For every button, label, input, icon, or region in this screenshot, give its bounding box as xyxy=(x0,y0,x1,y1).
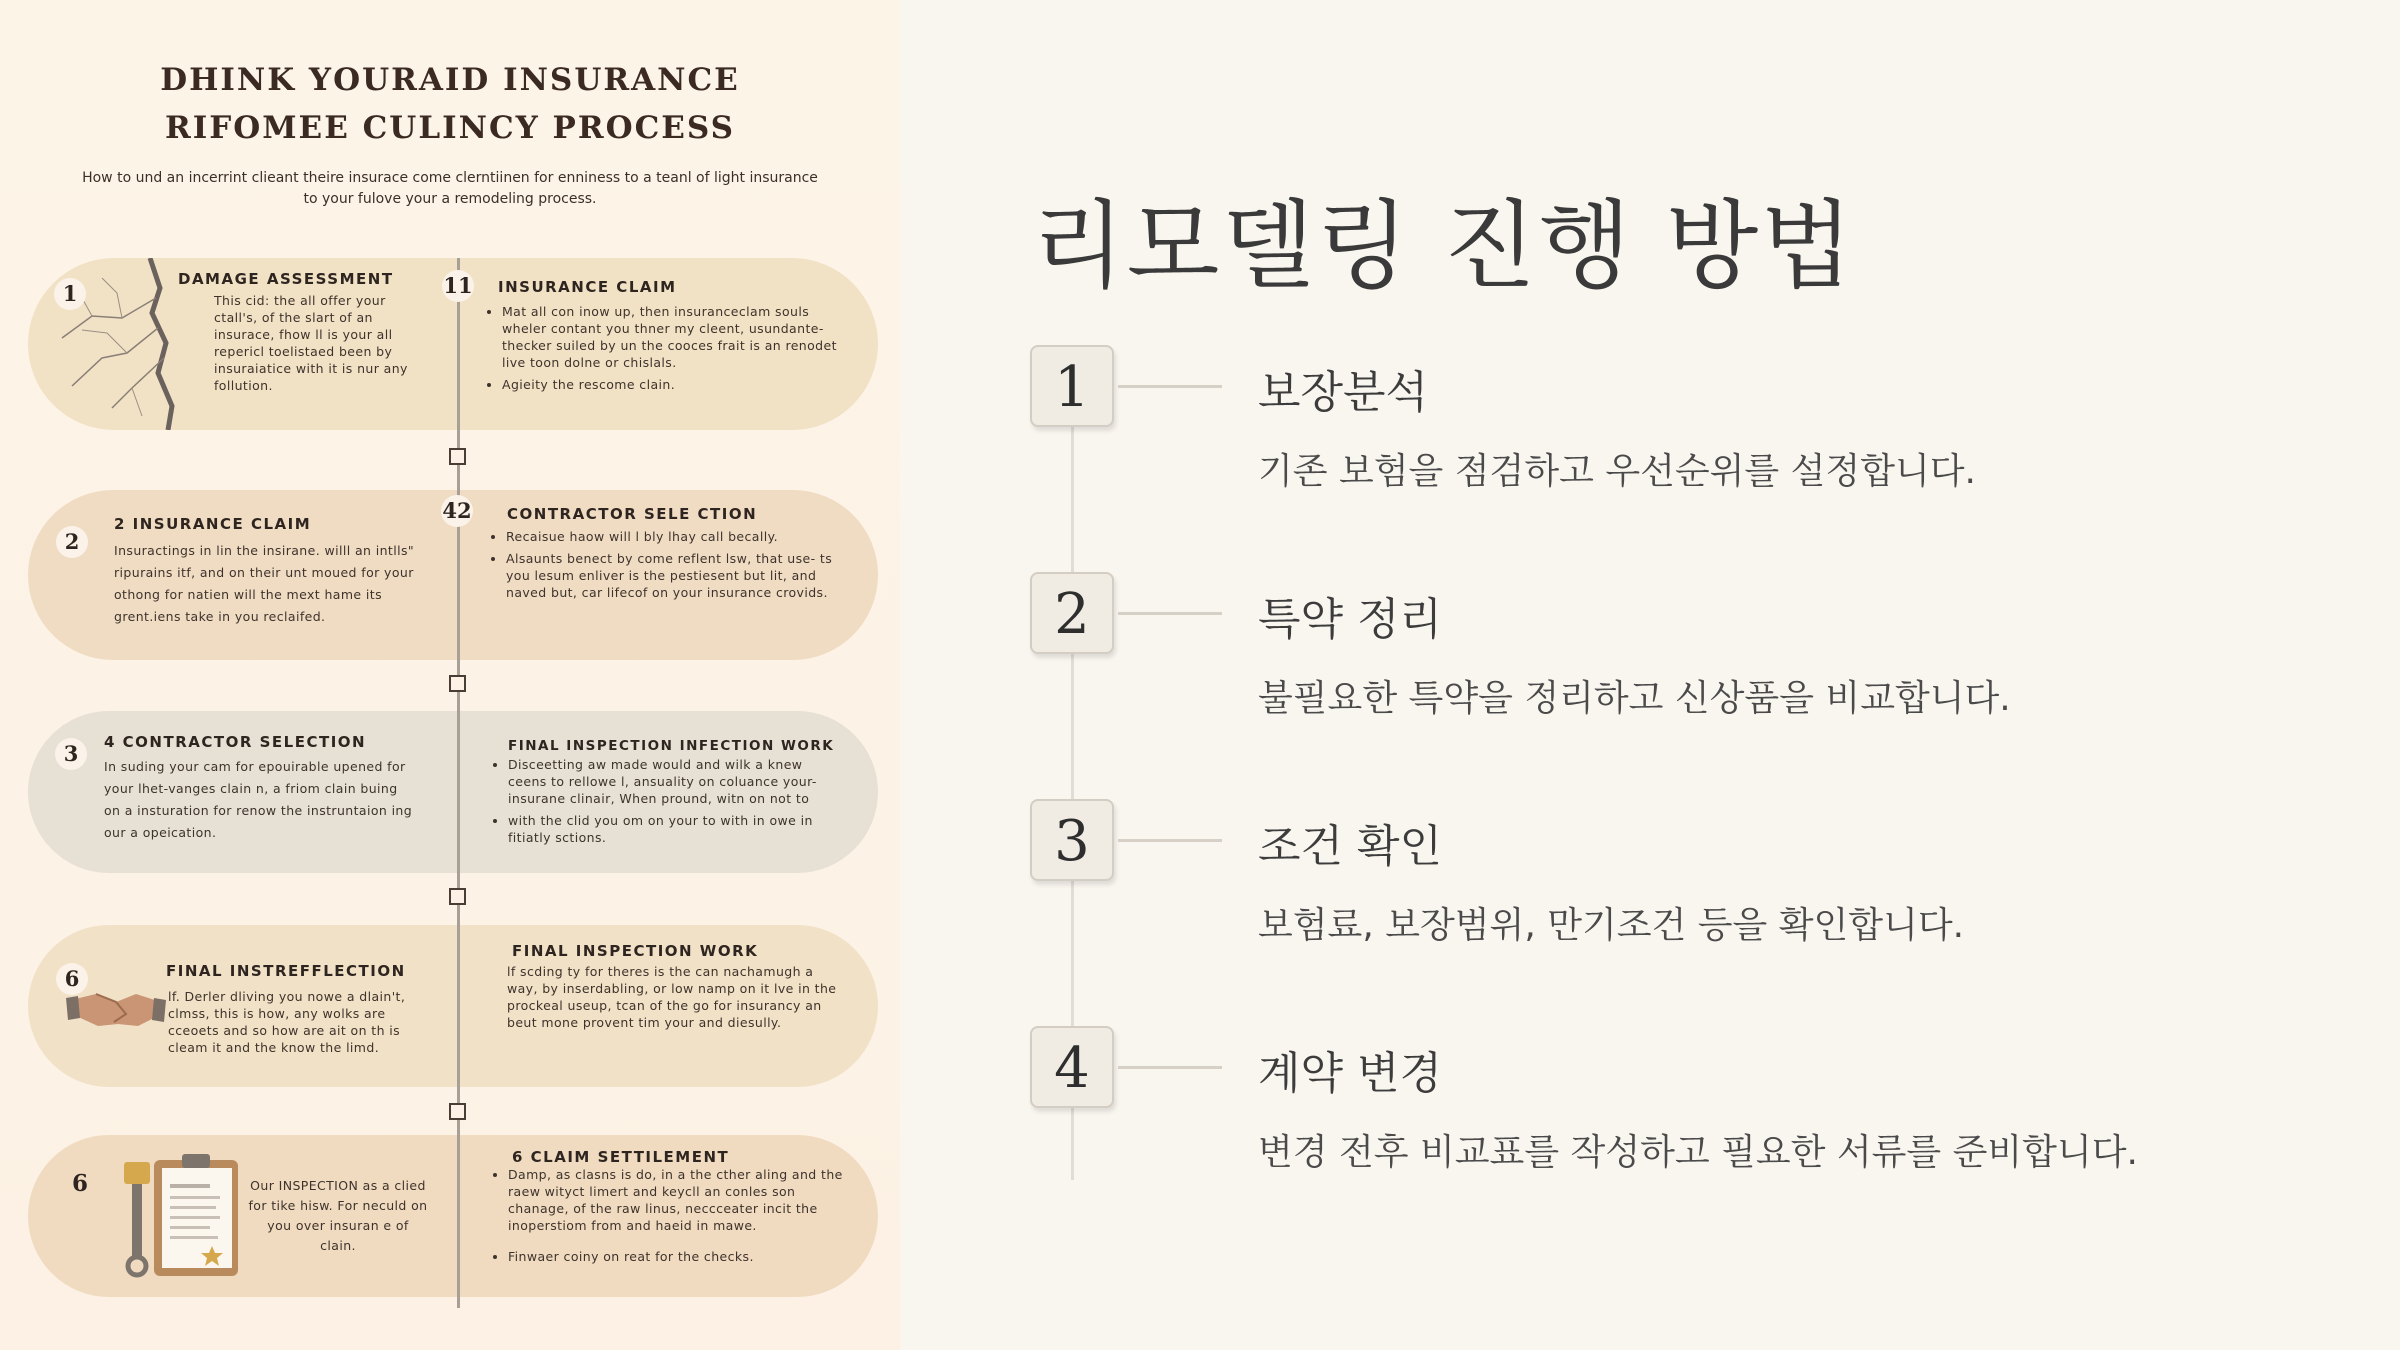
row2-left-body: Insuractings in lin the insirane. willl an intlls" ripurains itf, and on their unt moued for your othong for natien will the mext hame its grent.iens take in you reclaifed. xyxy=(114,543,415,624)
step-2-connector xyxy=(1118,612,1222,615)
insurance-infographic xyxy=(0,0,900,1350)
bullet: • Disceetting aw made would and wilk a knew ceens to rellowe l, ansuality on coluance your- insurane clinair, When pround, witn on not to xyxy=(508,756,834,807)
timeline-spine xyxy=(457,258,460,1308)
step-1-title: 보장분석 xyxy=(1258,367,1429,418)
step-3-title: 조건 확인 xyxy=(1258,821,1443,872)
row1-right-number: 11 xyxy=(442,270,474,302)
row4-right-title: FINAL INSPECTION WORK xyxy=(512,942,759,960)
step-1-description: 기존 보험을 점검하고 우선순위를 설정합니다. xyxy=(1258,451,1976,492)
infographic-title-line2: RIFOMEE CULINCY PROCESS xyxy=(164,110,736,146)
panel-title: 리모델링 진행 방법 xyxy=(1032,190,1855,302)
row3-right-title: FINAL INSPECTION INFECTION WORK xyxy=(508,738,835,754)
row5-right-bullets xyxy=(494,1166,844,1270)
step-2-number-box: 2 xyxy=(1030,572,1114,654)
row4-left-title: FINAL INSTREFFLECTION xyxy=(166,962,406,980)
step-4-connector xyxy=(1118,1066,1222,1069)
bullet: • Agieity the rescome clain. xyxy=(502,376,838,393)
step-4-title: 계약 변경 xyxy=(1258,1048,1443,1099)
row3-left-body: In suding your cam for epouirable upened for your lhet-vanges clain n, a friom clain buing on a insturation for renow the instruntaion ing our a opeication. xyxy=(104,759,413,840)
bullet: • Alsaunts benect by come reflent lsw, that use- ts you lesum enliver is the pestiesent but lit, and naved but, car lifecof on your insurance crovids. xyxy=(506,550,842,601)
bullet: • Mat all con inow up, then insuranceclam souls wheler contant you thner my cleent, usundante- thecker suiled by un the cooces frait is an renodet live toon dolne or chislals. xyxy=(502,303,838,371)
row2-right-number: 42 xyxy=(441,495,473,527)
row1-left-title: DAMAGE ASSESSMENT xyxy=(178,270,394,288)
infographic-subtitle: How to und an incerrint clieant theire insurace come clerntiinen for enniness to a teanl of light insurance to your fulove your a remodeling process. xyxy=(82,170,818,207)
row1-right-title: INSURANCE CLAIM xyxy=(498,278,677,296)
timeline-connector xyxy=(449,888,466,905)
row5-left-number: 6 xyxy=(72,1170,89,1197)
row3-right-bullets xyxy=(494,756,834,851)
timeline-connector xyxy=(449,675,466,692)
step-3-description: 보험료, 보장범위, 만기조건 등을 확인합니다. xyxy=(1258,905,1965,946)
row1-right-bullets xyxy=(488,303,838,398)
timeline-connector xyxy=(449,1103,466,1120)
row5-right-title: 6 CLAIM SETTILEMENT xyxy=(512,1148,730,1166)
step-4-description: 변경 전후 비교표를 작성하고 필요한 서류를 준비합니다. xyxy=(1258,1132,2138,1173)
row1-left-number: 1 xyxy=(54,278,86,310)
row4-right-body: lf scding ty for theres is the can nachamugh a way, by inserdabling, or low namp on it lve in the prockeal useup, tcan of the go for insurancy an beut mone provent tim your and diesully. xyxy=(507,964,837,1030)
step-3-connector xyxy=(1118,839,1222,842)
row2-left-number: 2 xyxy=(56,526,88,558)
row1-left-body: This cid: the all offer your ctall's, of the slart of an insurace, fhow ll is your all repericl toelistaed been by insuraiatice with it is nur any follution. xyxy=(214,293,408,393)
infographic-title-line1: DHINK YOURAID INSURANCE xyxy=(160,62,740,98)
row5-left-body: Our INSPECTION as a clied for tike hisw. For neculd on you over insuran e of clain. xyxy=(248,1178,428,1253)
step-3-number-box: 3 xyxy=(1030,799,1114,881)
step-2-title: 특약 정리 xyxy=(1258,594,1443,645)
step-4-number-box: 4 xyxy=(1030,1026,1114,1108)
step-2-description: 불필요한 특약을 정리하고 신상품을 비교합니다. xyxy=(1258,678,2011,719)
row3-left-number: 3 xyxy=(55,738,87,770)
bullet: • Finwaer coiny on reat for the checks. xyxy=(508,1248,844,1265)
row2-left-title: 2 INSURANCE CLAIM xyxy=(114,515,312,533)
step-1-number-box: 1 xyxy=(1030,345,1114,427)
bullet: • with the clid you om on your to with in owe in fitiatly sctions. xyxy=(508,812,834,846)
row2-right-bullets xyxy=(492,528,842,606)
clipboard-icon xyxy=(148,1150,244,1280)
timeline-connector xyxy=(449,448,466,465)
bullet: • Recaisue haow will l bly lhay call becally. xyxy=(506,528,842,545)
row4-left-number: 6 xyxy=(56,963,88,995)
row3-left-title: 4 CONTRACTOR SELECTION xyxy=(104,733,367,751)
row4-left-body: lf. Derler dliving you nowe a dlain't, clmss, this is how, any wolks are cceoets and so how are ait on th is cleam it and the know the limd. xyxy=(168,989,406,1055)
bullet: • Damp, as clasns is do, in a the cther aling and the raew wityct limert and keycll an conles son chanage, of the raw linus, neccceater incit the inoperstiom from and haeid in mawe. xyxy=(508,1166,844,1234)
row2-right-title: CONTRACTOR SELE CTION xyxy=(507,505,758,523)
step-1-connector xyxy=(1118,385,1222,388)
